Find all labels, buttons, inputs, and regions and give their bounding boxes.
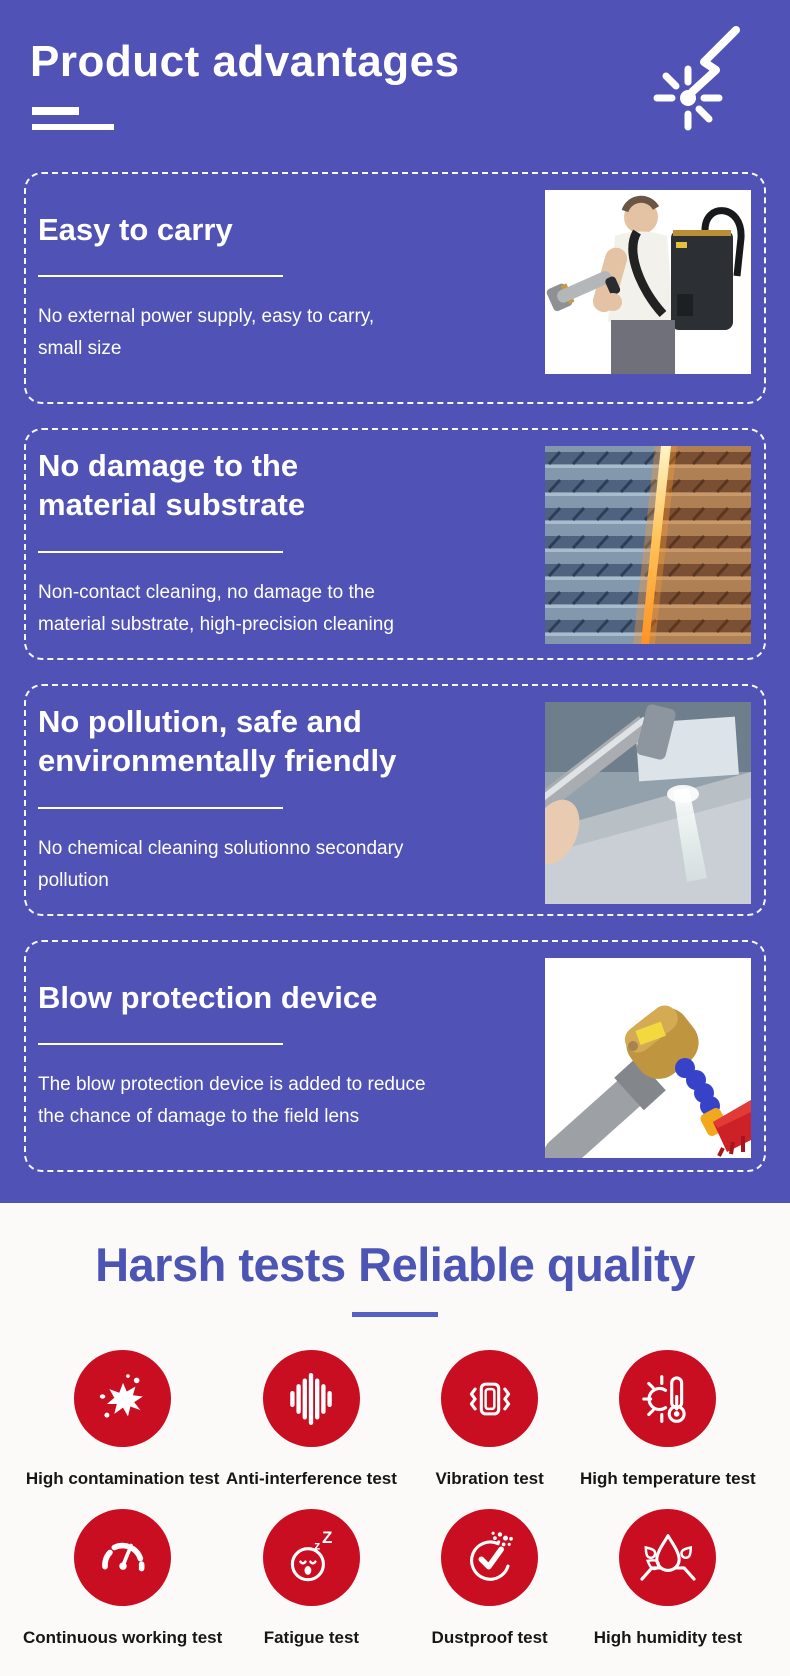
advantage-card-no-pollution [24,684,766,916]
photo-laser-cleaning-metal [545,702,751,904]
advantage-card-easy-to-carry [24,172,766,404]
card-title: No pollution, safe and environmentally friendly [38,704,397,778]
photo-rebar-rust-removal [545,446,751,644]
harsh-tests-section [0,1203,790,1676]
svg-text:Z: Z [322,1528,333,1548]
card-description: No external power supply, easy to carry, small size [38,306,375,360]
card-description: No chemical cleaning solutionno secondary pollution [38,837,404,891]
test-label: Continuous working test [23,1628,223,1648]
test-item-continuous-working [23,1509,222,1648]
gauge-icon [74,1509,171,1606]
waveform-icon [263,1350,360,1447]
sun-thermometer-icon [619,1350,716,1447]
card-underline [38,275,283,277]
test-label: Dustproof test [431,1628,548,1648]
test-label: High humidity test [593,1628,742,1648]
card-description: Non-contact cleaning, no damage to the material substrate, high-precision cleaning [38,581,394,635]
test-item-vibration [401,1350,579,1489]
test-item-high-contamination [23,1350,222,1489]
water-drops-icon [619,1509,716,1606]
card-title: Easy to carry [38,211,233,247]
test-label: Anti-interference test [225,1469,397,1489]
card-underline [38,1043,283,1045]
photo-backpack-laser-cleaner [545,190,751,374]
test-item-dustproof [401,1509,579,1648]
test-label: High contamination test [25,1469,220,1489]
title-accent-bar-short [32,107,79,115]
laser-beam-icon [638,22,742,139]
test-item-high-humidity [579,1509,757,1648]
advantage-card-no-damage [24,428,766,660]
tests-grid [23,1350,757,1649]
card-description: The blow protection device is added to reduce the chance of damage to the field lens [38,1074,426,1128]
title-accent-bar-long [32,124,114,130]
card-title: Blow protection device [38,979,378,1015]
test-label: High temperature test [580,1469,756,1489]
header [30,36,790,130]
test-label: Fatigue test [263,1628,360,1648]
photo-laser-gun-head [545,958,751,1158]
test-label: Vibration test [435,1469,544,1489]
page-title: Product advantages [30,37,460,86]
card-underline [38,551,283,553]
card-underline [38,807,283,809]
test-item-high-temperature [579,1350,757,1489]
vibration-icon [441,1350,538,1447]
tests-title: Harsh tests Reliable quality [95,1238,695,1291]
splash-icon [74,1350,171,1447]
card-title: No damage to the material substrate [38,448,306,522]
test-item-anti-interference [222,1350,400,1489]
sleepy-face-icon [263,1509,360,1606]
tests-title-underline [352,1312,438,1317]
shield-check-dust-icon [441,1509,538,1606]
test-item-fatigue [222,1509,400,1648]
advantage-card-blow-protection [24,940,766,1172]
svg-text:z: z [314,1538,321,1553]
